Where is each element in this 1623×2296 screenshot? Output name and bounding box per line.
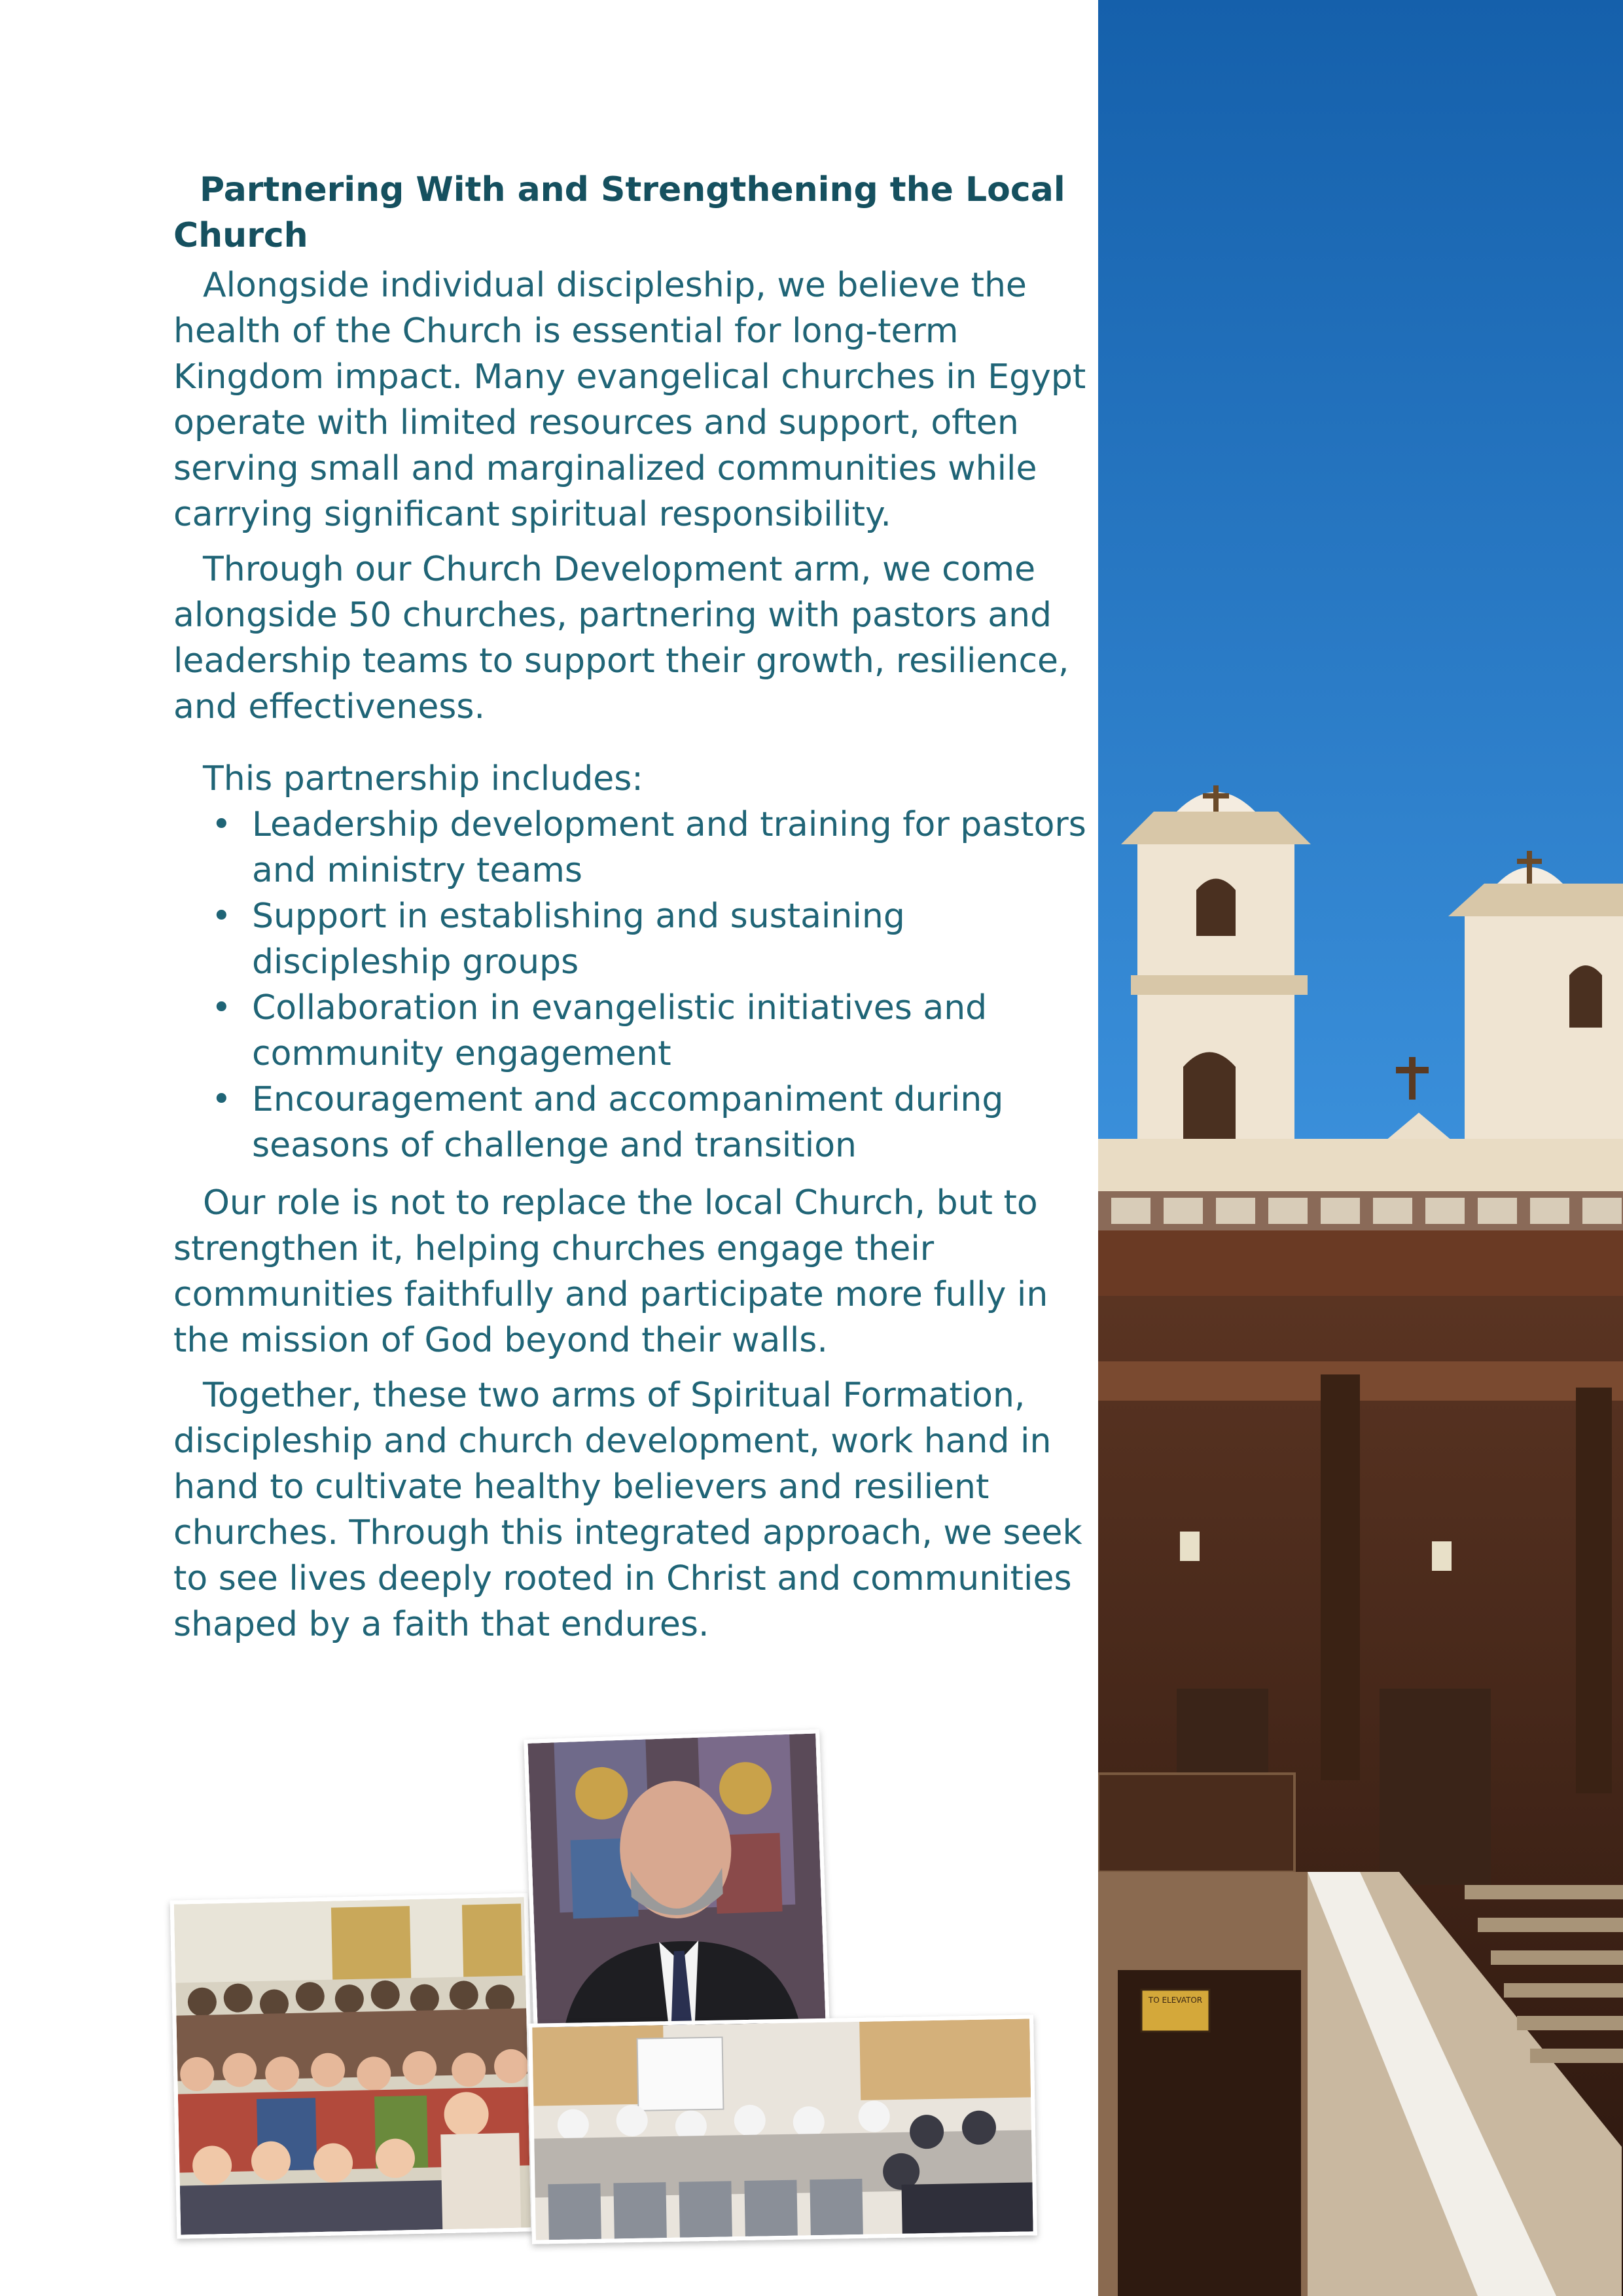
- partnership-list: [173, 802, 1096, 1168]
- paragraph-role: [173, 1180, 1096, 1363]
- paragraph-role-text: Our role is not to replace the local Church, but to strengthen it, helping churches engage their communities faithfully and participate more fully in the mission of God beyond their walls.: [173, 1183, 1048, 1360]
- paragraph-partnership-intro: [173, 756, 1096, 802]
- main-text-column: [173, 167, 1096, 1657]
- congregation-meeting-photo: [528, 2015, 1037, 2244]
- list-item: • Collaboration in evangelistic initiatives and community engagement: [252, 985, 1096, 1077]
- section-heading: [173, 167, 1096, 259]
- list-item: • Support in establishing and sustaining discipleship groups: [252, 893, 1096, 985]
- paragraph-intro: [173, 262, 1096, 537]
- list-item: • Leadership development and training for pastors and ministry teams: [252, 802, 1096, 893]
- paragraph-church-development-text: Through our Church Development arm, we come alongside 50 churches, partnering with pastors and leadership teams to support their growth, resilience, and effectiveness.: [173, 550, 1069, 726]
- paragraph-partnership-intro-text: This partnership includes:: [203, 759, 643, 798]
- paragraph-church-development: [173, 547, 1096, 730]
- heading-line-1: Partnering With and Strengthening the Local: [200, 170, 1065, 209]
- church-photo-panel: [1098, 0, 1623, 2296]
- list-item: • Encouragement and accompaniment during seasons of challenge and transition: [252, 1077, 1096, 1168]
- paragraph-together-text: Together, these two arms of Spiritual Formation, discipleship and church development, work hand in hand to cultivate healthy believers and resilient churches. Through this integrated approach, we seek to see lives deeply rooted in Christ and communities shaped by a faith that endures.: [173, 1376, 1082, 1644]
- children-group-photo: [170, 1893, 535, 2238]
- paragraph-intro-text: Alongside individual discipleship, we believe the health of the Church is essential for long-term Kingdom impact. Many evangelical churches in Egypt operate with limited resources and support, often serving small and marginalized communities while carrying significant spiritual responsibility.: [173, 266, 1086, 534]
- heading-line-2: Church: [173, 216, 308, 255]
- pastor-portrait-photo: [524, 1729, 829, 2035]
- elevator-sign: TO ELEVATOR: [1148, 1996, 1203, 2005]
- paragraph-together: [173, 1372, 1096, 1647]
